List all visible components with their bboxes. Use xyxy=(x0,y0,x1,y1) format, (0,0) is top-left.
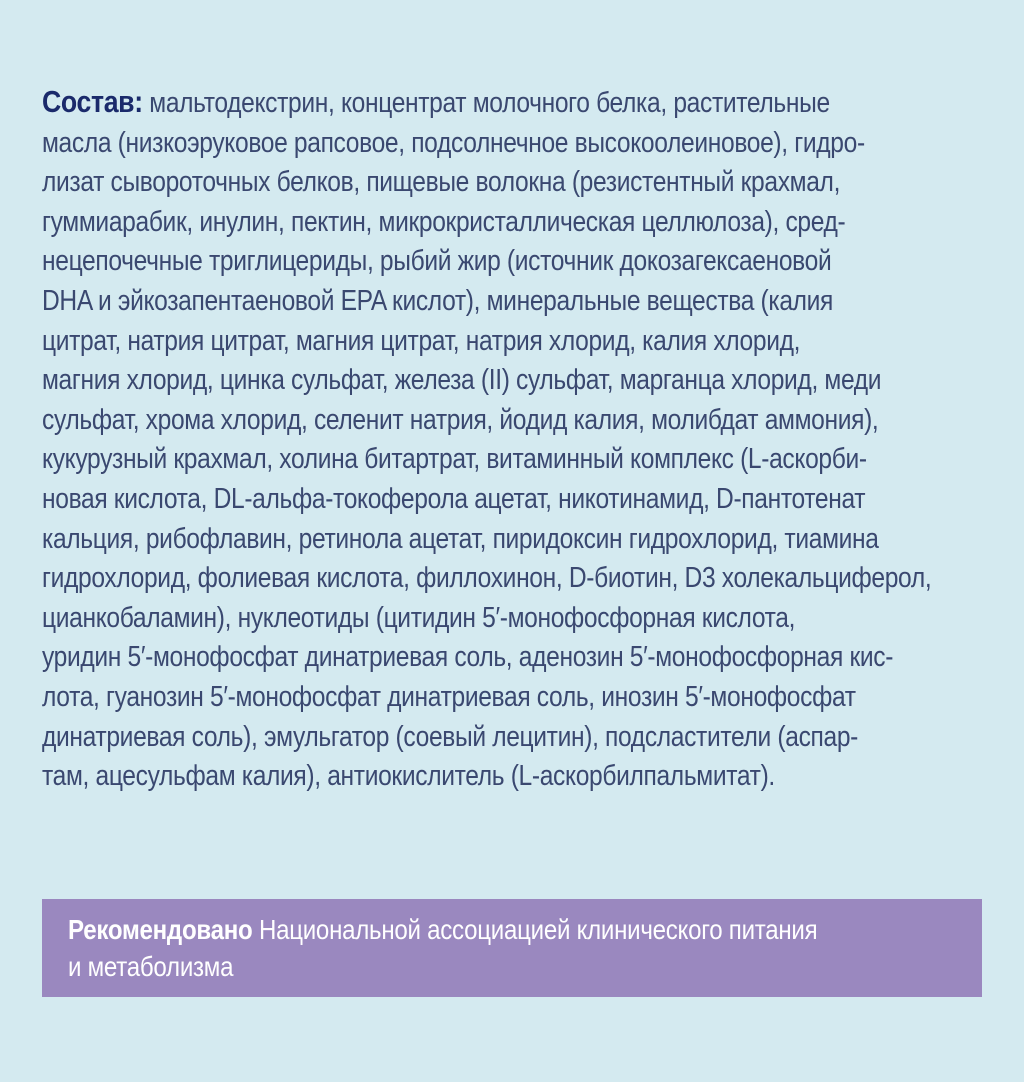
composition-line: цианкобаламин), нуклеотиды (цитидин 5′-монофосфорная кислота, xyxy=(42,601,796,634)
composition-line: масла (низкоэруковое рапсовое, подсолнечное высокоолеиновое), гидро- xyxy=(42,126,865,159)
composition-line: лота, гуанозин 5′-монофосфат динатриевая соль, инозин 5′-монофосфат xyxy=(42,680,856,713)
composition-line: DHA и эйкозапентаеновой EPA кислот), минеральные вещества (калия xyxy=(42,284,834,317)
composition-line: уридин 5′-монофосфат динатриевая соль, аденозин 5′-монофосфорная кис- xyxy=(42,641,894,674)
recommendation-line xyxy=(68,911,954,948)
recommendation-line-text: Национальной ассоциацией клинического питания xyxy=(252,914,818,945)
composition-line: динатриевая соль), эмульгатор (соевый лецитин), подсластители (аспар- xyxy=(42,720,859,753)
composition-text xyxy=(42,82,987,797)
composition-line: новая кислота, DL-альфа-токоферола ацетат, никотинамид, D-пантотенат xyxy=(42,482,866,515)
composition-line: лизат сывороточных белков, пищевые волокна (резистентный крахмал, xyxy=(42,166,841,199)
composition-line: гуммиарабик, инулин, пектин, микрокристаллическая целлюлоза), сред- xyxy=(42,205,846,238)
recommendation-text xyxy=(68,911,954,985)
composition-line: магния хлорид, цинка сульфат, железа (II) сульфат, марганца хлорид, меди xyxy=(42,364,882,397)
composition-line: нецепочечные триглицериды, рыбий жир (источник докозагексаеновой xyxy=(42,245,832,278)
composition-line: гидрохлорид, фолиевая кислота, филлохинон, D-биотин, D3 холекальциферол, xyxy=(42,562,932,595)
composition-line: кукурузный крахмал, холина битартрат, витаминный комплекс (L-аскорби- xyxy=(42,443,867,476)
composition-line-text: мальтодекстрин, концентрат молочного белка, растительные xyxy=(142,87,830,119)
composition-line: кальция, рибофлавин, ретинола ацетат, пиридоксин гидрохлорид, тиамина xyxy=(42,522,879,555)
composition-line: сульфат, хрома хлорид, селенит натрия, йодид калия, молибдат аммония), xyxy=(42,403,879,436)
recommendation-line: и метаболизма xyxy=(68,951,234,982)
composition-line: там, ацесульфам калия), антиокислитель (L-аскорбилпальмитат). xyxy=(42,760,775,793)
recommendation-label: Рекомендовано xyxy=(68,914,253,945)
composition-line xyxy=(42,82,987,124)
composition-label: Состав: xyxy=(42,84,143,119)
composition-line: цитрат, натрия цитрат, магния цитрат, натрия хлорид, калия хлорид, xyxy=(42,324,801,357)
recommendation-banner xyxy=(42,899,982,997)
